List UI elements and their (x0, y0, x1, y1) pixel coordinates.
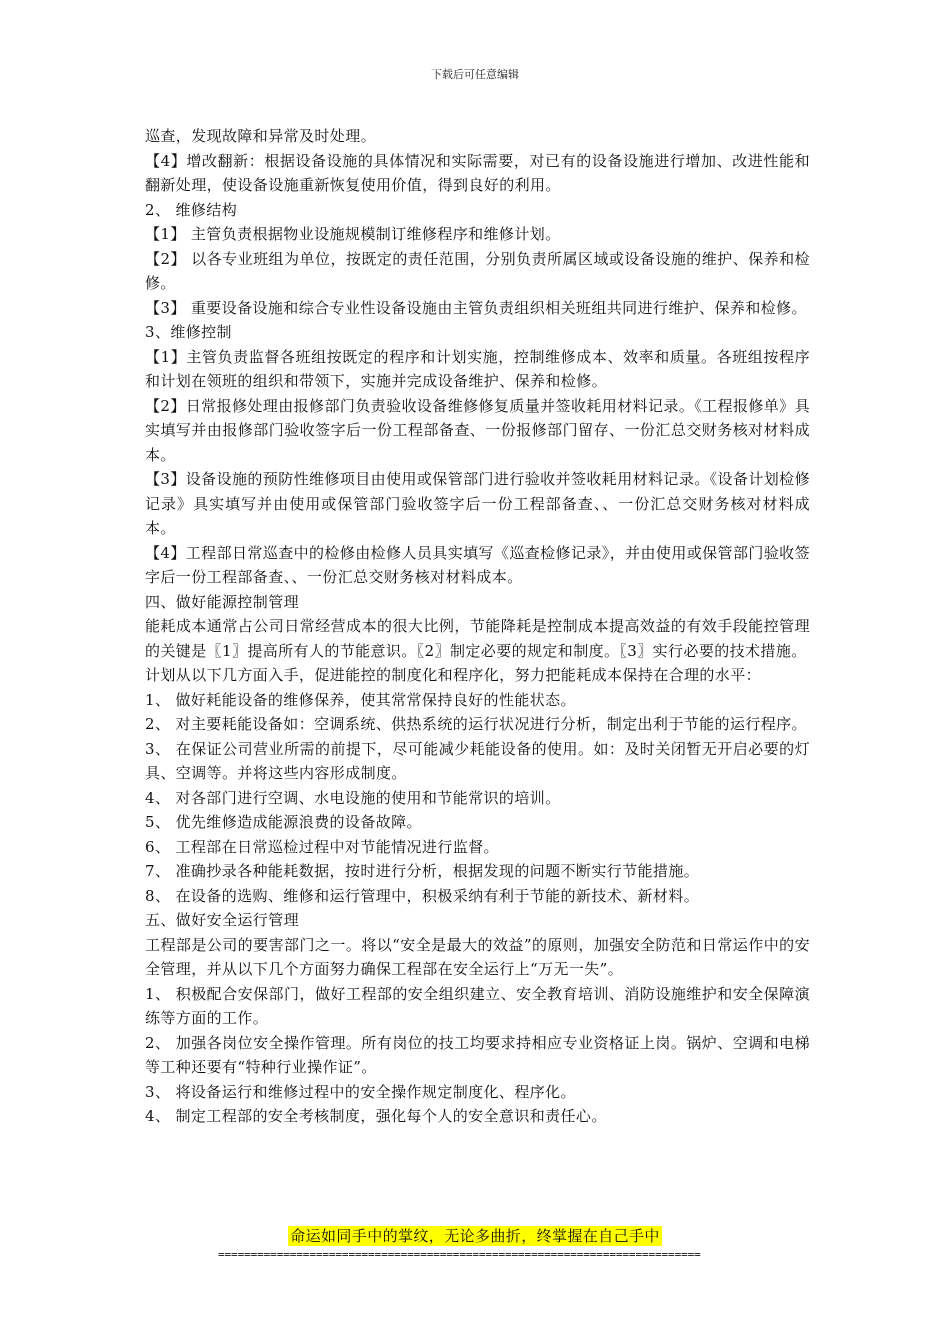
list-item: 1、 积极配合安保部门，做好工程部的安全组织建立、安全教育培训、消防设施维护和安全保障演练等方面的工作。 (145, 984, 810, 1027)
paragraph: 【4】工程部日常巡查中的检修由检修人员具实填写《巡查检修记录》，并由使用或保管部门验收签字后一份工程部备查、、一份汇总交财务核对材料成本。 (145, 543, 810, 586)
list-item: 5、 优先维修造成能源浪费的设备故障。 (145, 813, 422, 831)
paragraph: 【1】主管负责监督各班组按既定的程序和计划实施，控制维修成本、效率和质量。各班组按程序和计划在领班的组织和带领下，实施并完成设备维护、保养和检修。 (145, 347, 810, 390)
list-item: 2、 加强各岗位安全操作管理。所有岗位的技工均要求持相应专业资格证上岗。锅炉、空调和电梯等工种还要有“特种行业操作证”。 (145, 1033, 810, 1076)
list-item: 6、 工程部在日常巡检过程中对节能情况进行监督。 (145, 837, 499, 856)
paragraph: 计划从以下几方面入手，促进能控的制度化和程序化，努力把能耗成本保持在合理的水平： (145, 666, 762, 684)
header-note: 下载后可任意编辑 (431, 68, 519, 81)
page-footer (0, 1226, 950, 1261)
list-item: 4、 对各部门进行空调、水电设施的使用和节能常识的培训。 (145, 788, 561, 807)
paragraph: 【2】日常报修处理由报修部门负责验收设备维修修复质量并签收耗用材料记录。《工程报修单》具实填写并由报修部门验收签字后一份工程部备查、一份报修部门留存、一份汇总交财务核对材料成本。 (145, 396, 810, 464)
page-header (0, 66, 950, 82)
section-heading: 五、做好安全运行管理 (145, 911, 300, 929)
paragraph: 巡查，发现故障和异常及时处理。 (145, 127, 377, 145)
section-heading: 3、维修控制 (145, 323, 232, 341)
paragraph: 能耗成本通常占公司日常经营成本的很大比例，节能降耗是控制成本提高效益的有效手段能控管理的关键是〖1〗提高所有人的节能意识。〖2〗制定必要的规定和制度。〖3〗实行必要的技术措施。 (145, 617, 810, 660)
paragraph: 【1】 主管负责根据物业设施规模制订维修程序和维修计划。 (145, 225, 561, 243)
paragraph: 【3】 重要设备设施和综合专业性设备设施由主管负责组织相关班组共同进行维护、保养和检修。 (145, 298, 807, 317)
divider-line: ========================================================================== (218, 1248, 701, 1261)
paragraph: 【2】 以各专业班组为单位，按既定的责任范围，分别负责所属区域或设备设施的维护、保养和检修。 (145, 249, 810, 292)
section-heading: 四、做好能源控制管理 (145, 592, 300, 611)
paragraph: 工程部是公司的要害部门之一。将以“安全是最大的效益”的原则，加强安全防范和日常运作中的安全管理，并从以下几个方面努力确保工程部在安全运行上“万无一失”。 (145, 935, 810, 978)
list-item: 7、 准确抄录各种能耗数据，按时进行分析，根据发现的问题不断实行节能措施。 (145, 862, 700, 880)
list-item: 8、 在设备的选购、维修和运行管理中，积极采纳有利于节能的新技术、新材料。 (145, 886, 700, 905)
list-item: 3、 将设备运行和维修过程中的安全操作规定制度化、程序化。 (145, 1082, 576, 1101)
list-item: 4、 制定工程部的安全考核制度，强化每个人的安全意识和责任心。 (145, 1107, 607, 1125)
list-item: 1、 做好耗能设备的维修保养，使其常常保持良好的性能状态。 (145, 690, 576, 709)
highlighted-slogan: 命运如同手中的掌纹，无论多曲折，终掌握在自己手中 (290, 1227, 660, 1245)
paragraph: 【3】设备设施的预防性维修项目由使用或保管部门进行验收并签收耗用材料记录。《设备计划检修记录》具实填写并由使用或保管部门验收签字后一份工程部备查、、一份汇总交财务核对材料成本。 (145, 470, 810, 537)
list-item: 3、 在保证公司营业所需的前提下，尽可能减少耗能设备的使用。如：及时关闭暂无开启必要的灯具、空调等。并将这些内容形成制度。 (145, 739, 810, 782)
paragraph: 【4】增改翻新：根据设备设施的具体情况和实际需要，对已有的设备设施进行增加、改进性能和翻新处理，使设备设施重新恢复使用价值，得到良好的利用。 (145, 151, 810, 194)
list-item: 2、 对主要耗能设备如：空调系统、供热系统的运行状况进行分析，制定出利于节能的运行程序。 (145, 715, 807, 733)
document-body (145, 124, 810, 1129)
section-heading: 2、 维修结构 (145, 200, 238, 219)
